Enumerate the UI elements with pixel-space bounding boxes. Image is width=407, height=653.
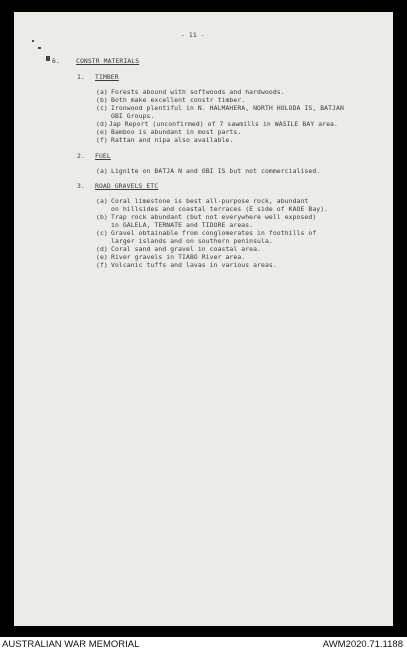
item-text: larger islands and on southern peninsula. — [111, 237, 273, 245]
item-text: Gravel obtainable from conglomerates in foothills of — [111, 229, 317, 237]
item-label: (c) — [96, 104, 108, 112]
item-text: on hillsides and coastal terraces (E side of KAOE Bay). — [111, 205, 329, 213]
item-text: Lignite on BATJA N and OBI IS but not commercialised. — [111, 167, 321, 175]
item-label: (a) — [96, 88, 108, 96]
item-label: (f) — [96, 261, 108, 269]
item-label: (d) — [96, 120, 108, 128]
item-label: (c) — [96, 229, 108, 237]
item-text: Volcanic tuffs and lavas in various areas. — [111, 261, 277, 269]
item-text: Coral limestone is best all-purpose rock, abundant — [111, 197, 309, 205]
item-text: Rattan and nipa also available. — [111, 136, 234, 144]
item-label: (d) — [96, 245, 108, 253]
subsection-title: TIMBER — [95, 73, 119, 81]
item-label: (a) — [96, 167, 108, 175]
subsection-number: 2. — [77, 152, 85, 160]
document-page — [14, 12, 393, 626]
item-text: Bamboo is abundant in most parts. — [111, 128, 242, 136]
section-number: 6. — [52, 57, 60, 65]
item-text: in GALELA, TERNATE and TIDORE areas. — [111, 221, 254, 229]
item-text: Forests abound with softwoods and hardwoods. — [111, 88, 285, 96]
item-label: (a) — [96, 197, 108, 205]
item-text: Both make excellent constr timber. — [111, 96, 246, 104]
item-label: (f) — [96, 136, 108, 144]
subsection-number: 3. — [77, 182, 85, 190]
binder-mark — [38, 47, 41, 49]
item-label: (b) — [96, 96, 108, 104]
page-number: - 11 - — [181, 31, 205, 39]
footer-institution: AUSTRALIAN WAR MEMORIAL — [2, 639, 140, 650]
item-text: Trap rock abundant (but not everywhere well exposed) — [111, 213, 317, 221]
subsection-title: FUEL — [95, 152, 111, 160]
subsection-number: 1. — [77, 73, 85, 81]
item-text: River gravels in TIABO River area. — [111, 253, 246, 261]
item-text: Ironwood plentiful in N. HALMAHERA, NORTH HOLODA IS, BATJAN — [111, 104, 344, 112]
subsection-title: ROAD GRAVELS ETC — [95, 182, 159, 190]
archive-footer — [0, 637, 407, 653]
item-text: Jap Report (unconfirmed) of 7 sawmills in WASILE BAY area. — [109, 120, 338, 128]
item-text: OBI Groups. — [111, 112, 155, 120]
item-text: Coral sand and gravel in coastal area. — [111, 245, 262, 253]
footer-accession-number: AWM2020.71.1188 — [322, 639, 403, 650]
binder-mark — [32, 40, 34, 42]
section-title: CONSTR MATERIALS — [76, 57, 140, 65]
binder-mark — [46, 56, 50, 61]
item-label: (b) — [96, 213, 108, 221]
item-label: (e) — [96, 128, 108, 136]
item-label: (e) — [96, 253, 108, 261]
